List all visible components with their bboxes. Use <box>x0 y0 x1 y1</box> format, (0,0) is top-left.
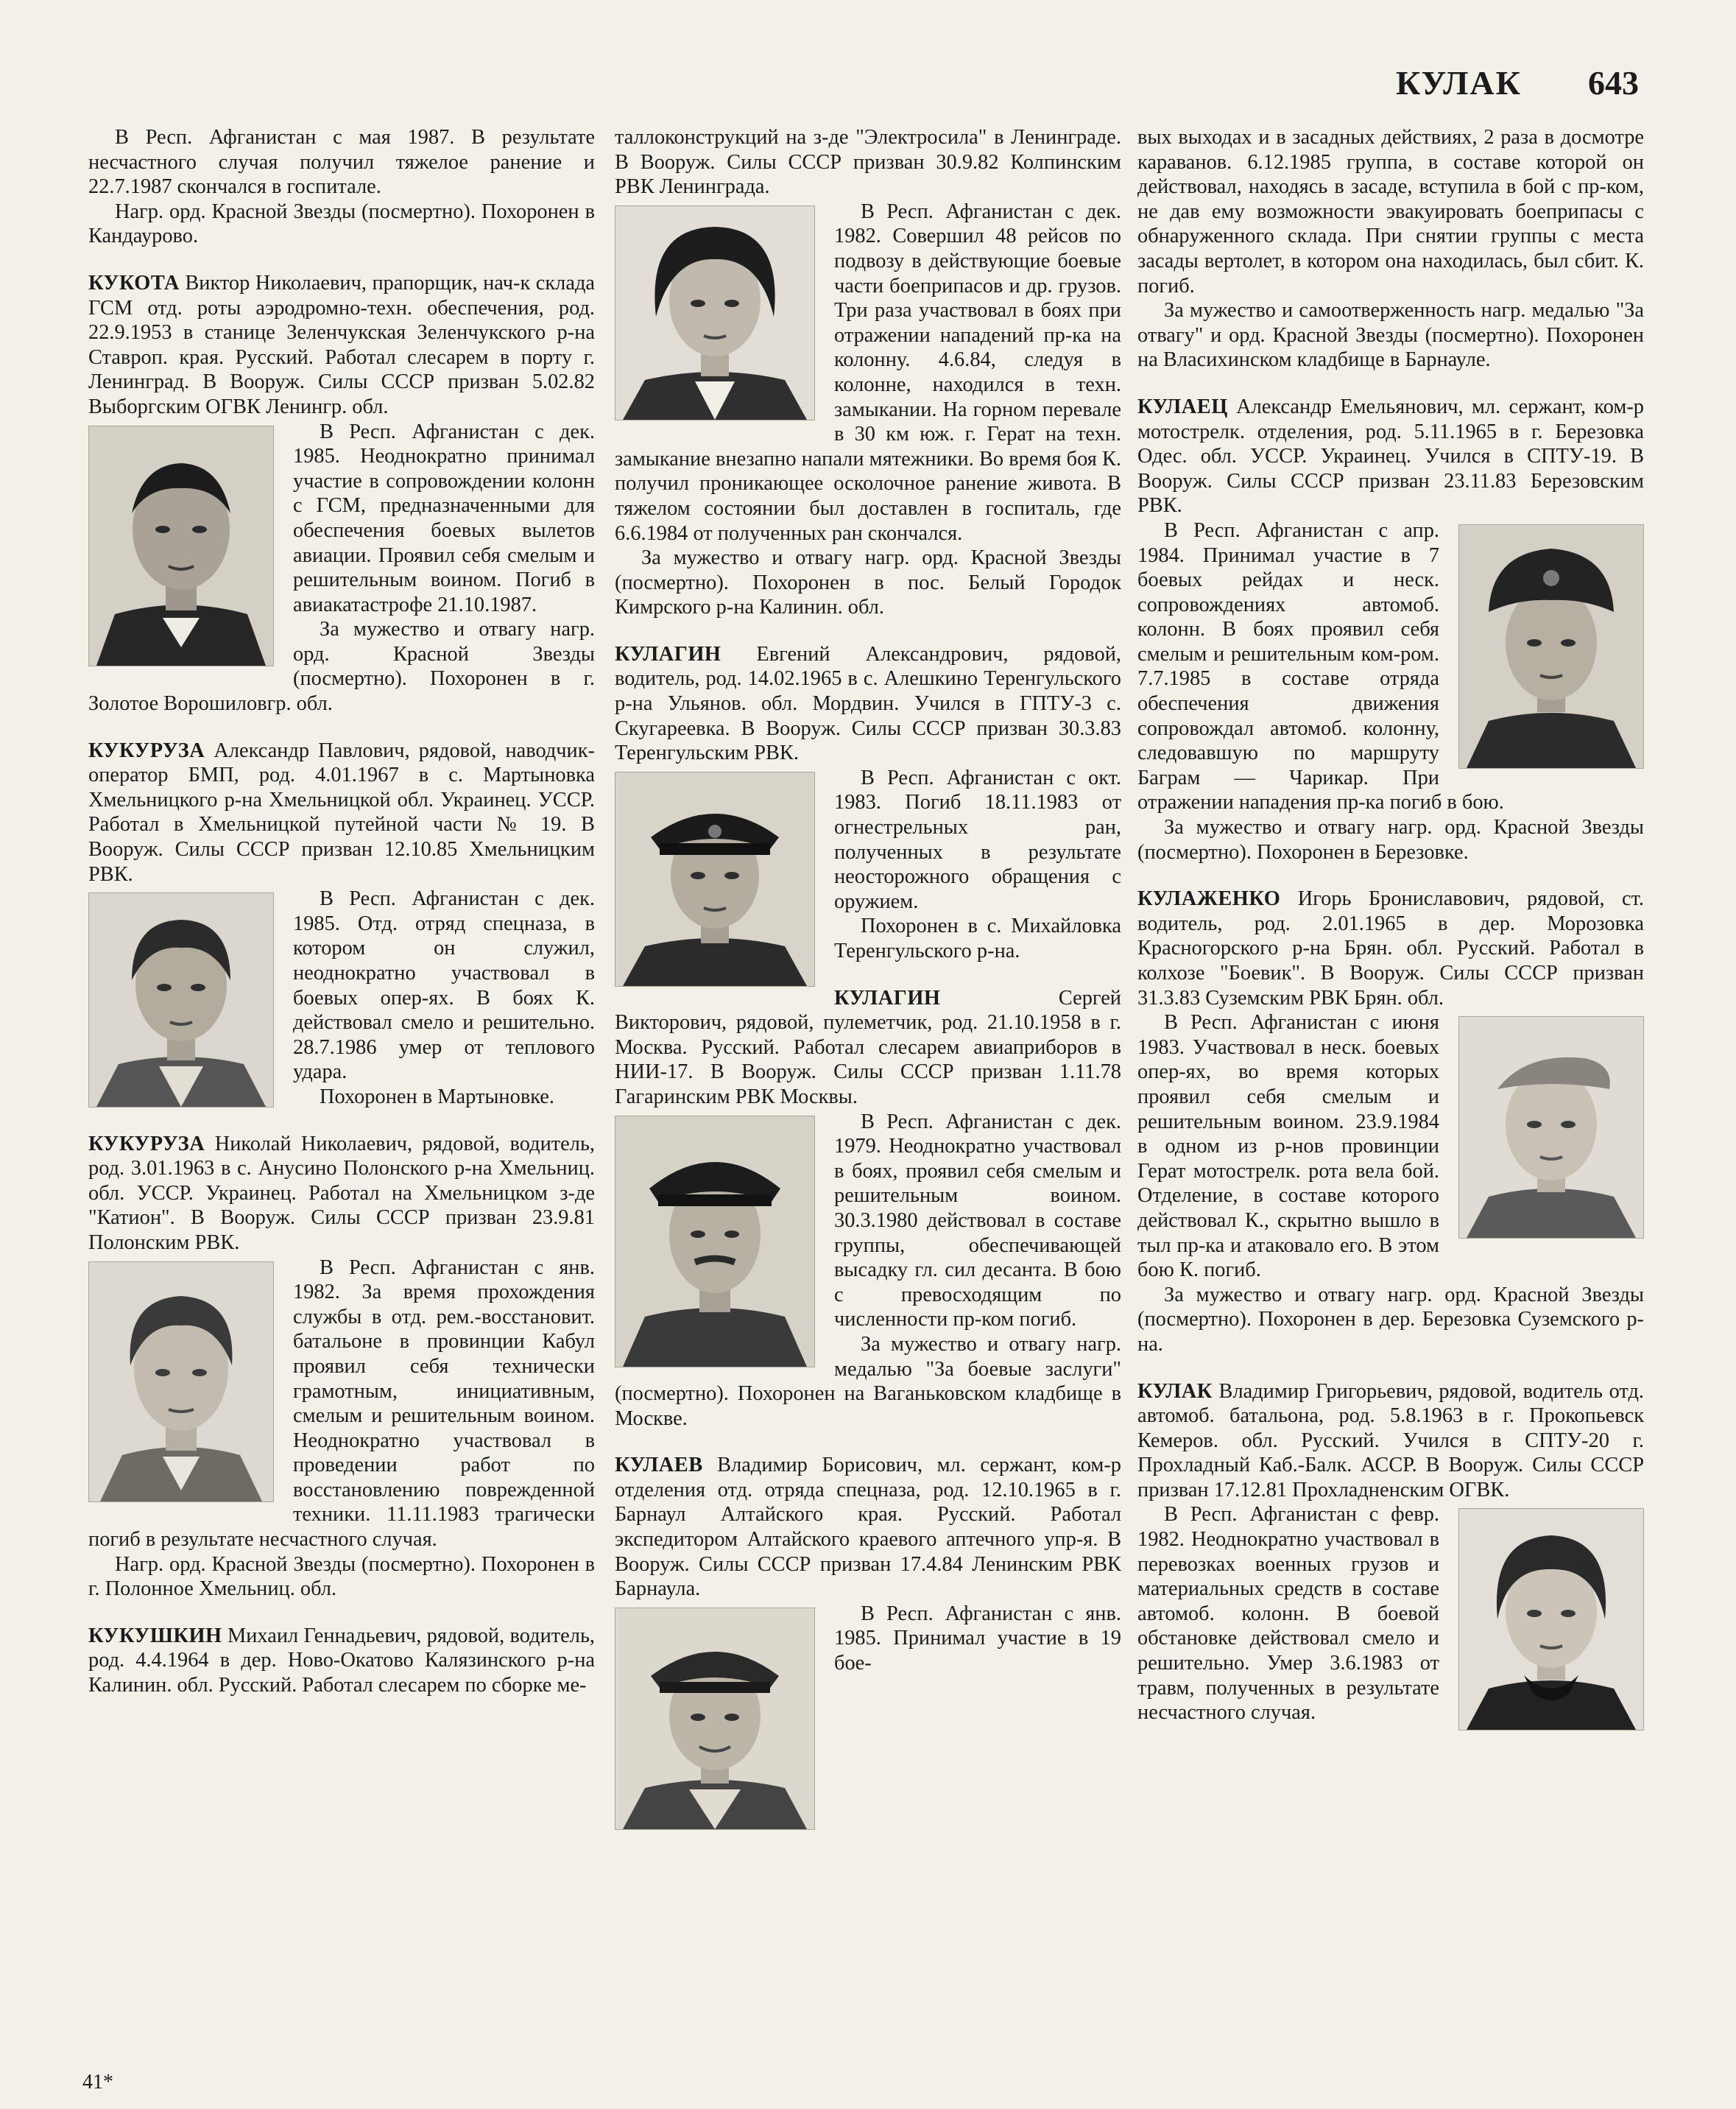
portrait-photo <box>88 892 274 1108</box>
entry-bio: Владимир Григорьевич, рядовой, водитель отд. автомоб. батальона, род. 5.8.1963 в г. Прокопьевск Кемеров. обл. Русский. Учился в СПТУ-20 г. Прохладный Каб.-Балк. АССР. В Вооруж. Силы СССР призван 17.12.81 Прохладненским ОГВК. <box>1137 1379 1644 1501</box>
entry-surname: КУЛАК <box>1137 1379 1213 1403</box>
entry-kulagin-evgeny <box>615 642 1121 964</box>
entry-bio: таллоконструкций на з-де "Электросила" в Ленинграде. В Вооруж. Силы СССР призван 30.9.82 Колпинским РВК Ленинграда. <box>615 126 1121 199</box>
entry-kulak <box>1137 1379 1644 1725</box>
entry-bio: Виктор Николаевич, прапорщик, нач-к склада ГСМ отд. роты аэродромно-техн. обеспечения, род. 22.9.1953 в станице Зеленчукская Зеленчукского р-на Ставроп. края. Русский. Работал слесарем в порту г. Ленинград. В Вооруж. Силы СССР призван 5.02.82 Выборгским ОГВК Ленингр. обл. <box>88 271 595 418</box>
entry-bio: Александр Павлович, рядовой, наводчик-оператор БМП, род. 4.01.1967 в с. Мартыновка Хмельницкого р-на Хмельницкой обл. Украинец. УССР. Работал в Хмельницкой путейной части № 19. В Вооруж. Силы СССР призван 12.10.85 Хмельницким РВК. <box>88 739 595 886</box>
entry-kukuruza-nikolai <box>88 1132 595 1602</box>
entry-surname: КУКУРУЗА <box>88 1132 205 1155</box>
entry-kulaev <box>615 1453 1121 1675</box>
entry-surname: КУЛАЖЕНКО <box>1137 887 1281 911</box>
portrait-photo <box>1458 1016 1644 1239</box>
entry-surname: КУЛАЕЦ <box>1137 395 1228 418</box>
entry-service: В Респ. Афганистан с дек. 1985. Неоднократно принимал участие в сопровождении колонн с ГСМ, предназначенными для обеспечения боевых вылетов авиации. Проявил себя смелым и решительным воином. Погиб в авиакатастрофе 21.10.1987. <box>293 420 595 616</box>
entry-kukuruza-aleksandr <box>88 739 595 1110</box>
column-middle <box>615 125 1121 1836</box>
signature-mark: 41* <box>82 2071 113 2094</box>
entry-intro <box>88 1132 595 1256</box>
entry-award: Нагр. орд. Красной Звезды (посмертно). Похоронен в г. Полонное Хмельниц. обл. <box>88 1552 595 1601</box>
entry-service: В Респ. Афганистан с февр. 1982. Неоднократно участвовал в перевозках военных грузов и материальных средств в составе автомоб. колонн. В боевой обстановке действовал смело и решительно. Умер 3.6.1983 от травм, полученных в результате несчастного случая. <box>1137 1503 1439 1725</box>
entry-award: За мужество и самоотверженность нагр. медалью "За отвагу" и орд. Красной Звезды (посмертно). Похоронен на Власихинском кладбище в Барнауле. <box>1137 299 1644 372</box>
entry-service: вых выходах и в засадных действиях, 2 раза в досмотре караванов. 6.12.1985 группа, в составе которой он действовал, находясь в засаде, вступила в бой с пр-ком, не дав ему возможности эвакуировать боеприпасы с обнаруженного склада. При снятии группы с места засады вертолет, в котором она находилась, был сбит. К. погиб. <box>1137 126 1644 297</box>
entry-service: В Респ. Афганистан с янв. 1985. Принимал участие в 19 боe- <box>834 1602 1121 1675</box>
entry-bio: Сергей Викторович, рядовой, пулеметчик, род. 21.10.1958 в г. Москва. Русский. Работал слесарем авиаприборов в НИИ-17. В Вооруж. Силы СССР призван 1.11.78 Гагаринским РВК Москвы. <box>615 986 1121 1108</box>
portrait-photo <box>88 426 274 666</box>
entry-bio: Николай Николаевич, рядовой, водитель, род. 3.01.1963 в с. Анусино Полонского р-на Хмельниц. обл. УССР. Украинец. Работал на Хмельницком з-де "Катион". В Вооруж. Силы СССР призван 23.9.81 Полонским РВК. <box>88 1132 595 1254</box>
portrait-photo <box>615 772 815 987</box>
entry-surname: КУЛАГИН <box>834 986 941 1010</box>
entry-intro <box>615 642 1121 766</box>
page-number: 643 <box>1588 64 1639 102</box>
column-right <box>1137 125 1644 1747</box>
entry-surname: КУКУШКИН <box>88 1624 222 1647</box>
entry-kukushkin <box>88 1624 595 1698</box>
entry-service: В Респ. Афганистан с мая 1987. В результате несчастного случая получил тяжелое ранение и 22.7.1987 скончался в госпитале. <box>88 126 595 199</box>
portrait-photo <box>615 1116 815 1367</box>
entry-intro <box>615 1453 1121 1602</box>
entry-surname: КУЛАГИН <box>615 642 721 666</box>
entry-kulazhenko <box>1137 887 1644 1356</box>
entry-bio: Игорь Брониславович, рядовой, ст. водитель, род. 2.01.1965 в дер. Морозовка Красногорского р-на Брян. обл. Русский. Работал в колхозе "Боевик". В Вооруж. Силы СССР призван 31.3.83 Суземским РВК Брян. обл. <box>1137 887 1644 1010</box>
portrait-photo <box>88 1261 274 1502</box>
entry-intro <box>1137 1379 1644 1503</box>
entry-service: В Респ. Афганистан с окт. 1983. Погиб 18.11.1983 от огнестрельных ран, полученных в результате неосторожного обращения с оружием. <box>834 766 1121 913</box>
entry-service: В Респ. Афганистан с июня 1983. Участвовал в неск. боевых опер-ях, во время которых проявил себя смелым и решительным воином. 23.9.1984 в одном из р-нов провинции Герат мотострелк. рота вела бой. Отделение, в составе которого действовал К., скрытно вышло в тыл пр-ка и атаковало его. В этом бою К. погиб. <box>1137 1011 1439 1282</box>
entry-surname: КУЛАЕВ <box>615 1454 703 1477</box>
portrait-photo <box>1458 1508 1644 1730</box>
entry-award: За мужество и отвагу нагр. орд. Красной Звезды (посмертно). Похоронен в пос. Белый Городок Кимрского р-на Калинин. обл. <box>615 546 1121 619</box>
portrait-photo <box>615 205 815 420</box>
entry-intro <box>1137 395 1644 518</box>
entry-kukota <box>88 271 595 717</box>
portrait-photo <box>615 1608 815 1830</box>
entry-service: В Респ. Афганистан с дек. 1985. Отд. отряд спецназа, в котором он служил, неоднократно участвовал в боевых опер-ях. В боях К. действовал смело и решительно. 28.7.1986 умер от теплового удара. <box>293 887 595 1084</box>
portrait-photo <box>1458 524 1644 769</box>
entry-service: В Респ. Афганистан с дек. 1979. Неоднократно участвовал в боях, проявил себя смелым и решительным воином. 30.3.1980 действовал в составе группы, обеспечивающей высадку гл. сил десанта. В бою с превосходящим по численности пр-ком погиб. <box>834 1110 1121 1331</box>
entry-award: За мужество и отвагу нагр. орд. Красной Звезды (посмертно). Похоронен в Березовке. <box>1137 816 1644 864</box>
entry-intro <box>88 1624 595 1698</box>
entry-award: Похоронен в с. Михайловка Теренгульского р-на. <box>834 915 1121 962</box>
entry-bio: Михаил Геннадьевич, рядовой, водитель, род. 4.4.1964 в дер. Ново-Окатово Калязинского р-на Калинин. обл. Русский. Работал слесарем по сборке ме- <box>88 1624 595 1697</box>
entry-surname: КУКУРУЗА <box>88 739 205 762</box>
entry-kulagin-sergei <box>615 986 1121 1432</box>
running-head: КУЛАК <box>1396 64 1522 102</box>
entry-bio: Евгений Александрович, рядовой, водитель, род. 14.02.1965 в с. Алешкино Теренгульского р-на Ульянов. обл. Мордвин. Учился в ГПТУ-3 с. Скугареевка. В Вооруж. Силы СССР призван 30.3.83 Теренгульским РВК. <box>615 642 1121 765</box>
entry-award: За мужество и отвагу нагр. орд. Красной Звезды (посмертно). Похоронен в дер. Березовка Суземского р-на. <box>1137 1283 1644 1356</box>
entry-intro <box>1137 887 1644 1010</box>
entry-award: За мужество и отвагу нагр. медалью "За боевые заслуги" (посмертно). Похоронен на Ваганьковском кладбище в Москве. <box>615 1332 1121 1430</box>
entry-service: В Респ. Афганистан с дек. 1982. Совершил 48 рейсов по подвозу в действующие боевые части боеприпасов и др. грузов. Три раза участвовал в боях при отражении нападений пр-ка на колонну. 4.6.84, следуя в колонне, находился в техн. замыкании. На горном перевале в 30 км юж. г. Герат на техн. замыкание внезапно напали мятежники. Во время боя К. получил проникающее осколочное ранение живота. В тяжелом состоянии был доставлен в госпиталь, где 6.6.1984 от полученных ран скончался. <box>615 200 1121 545</box>
entry-intro <box>88 271 595 420</box>
page-header <box>1396 63 1639 102</box>
entry-service: В Респ. Афганистан с янв. 1982. За время прохождения службы в отд. рем.-восстановит. батальоне в провинции Кабул проявил себя технически грамотным, инициативным, смелым и решительным воином. Неоднократно участвовал в проведении работ по восстановлению поврежденной техники. 11.11.1983 трагически погиб в результате несчастного случая. <box>88 1256 595 1552</box>
entry-continued <box>615 125 1121 620</box>
entry-surname: КУКОТА <box>88 271 180 295</box>
column-left <box>88 125 595 1720</box>
entry-service: В Респ. Афганистан с апр. 1984. Принимал участие в 7 боевых рейдах и неск. сопровождениях автомоб. колонн. В боях проявил себя смелым и решительным ком-ром. 7.7.1985 в составе отряда обеспечения движения сопровождал автомоб. колонну, следовавшую по маршруту Баграм — Чарикар. При отражении нападения пр-ка погиб в бою. <box>1137 518 1504 814</box>
entry-bio: Владимир Борисович, мл. сержант, ком-р отделения отд. отряда спецназа, род. 12.10.1965 в г. Барнаул Алтайского края. Русский. Работал экспедитором Алтайского краевого аптечного упр-я. В Вооруж. Силы СССР призван 17.4.84 Ленинским РВК Барнаула. <box>615 1454 1121 1601</box>
entry-award: За мужество и отвагу нагр. орд. Красной Звезды (посмертно). Похоронен в г. Золотое Ворошиловгр. обл. <box>88 618 595 716</box>
entry-continued <box>1137 125 1644 373</box>
entry-bio: Александр Емельянович, мл. сержант, ком-р мотострелк. отделения, род. 5.11.1965 в г. Березовка Одес. обл. УССР. Украинец. Учился в СПТУ-19. В Вооруж. Силы СССР призван 23.11.83 Березовским РВК. <box>1137 395 1644 518</box>
entry-intro <box>88 739 595 887</box>
entry-intro <box>615 986 1121 1110</box>
entry-award: Нагр. орд. Красной Звезды (посмертно). Похоронен в Кандаурово. <box>88 200 595 248</box>
entry-kulaets <box>1137 395 1644 865</box>
entry-continued <box>88 125 595 249</box>
entry-award: Похоронен в Мартыновке. <box>320 1085 555 1108</box>
